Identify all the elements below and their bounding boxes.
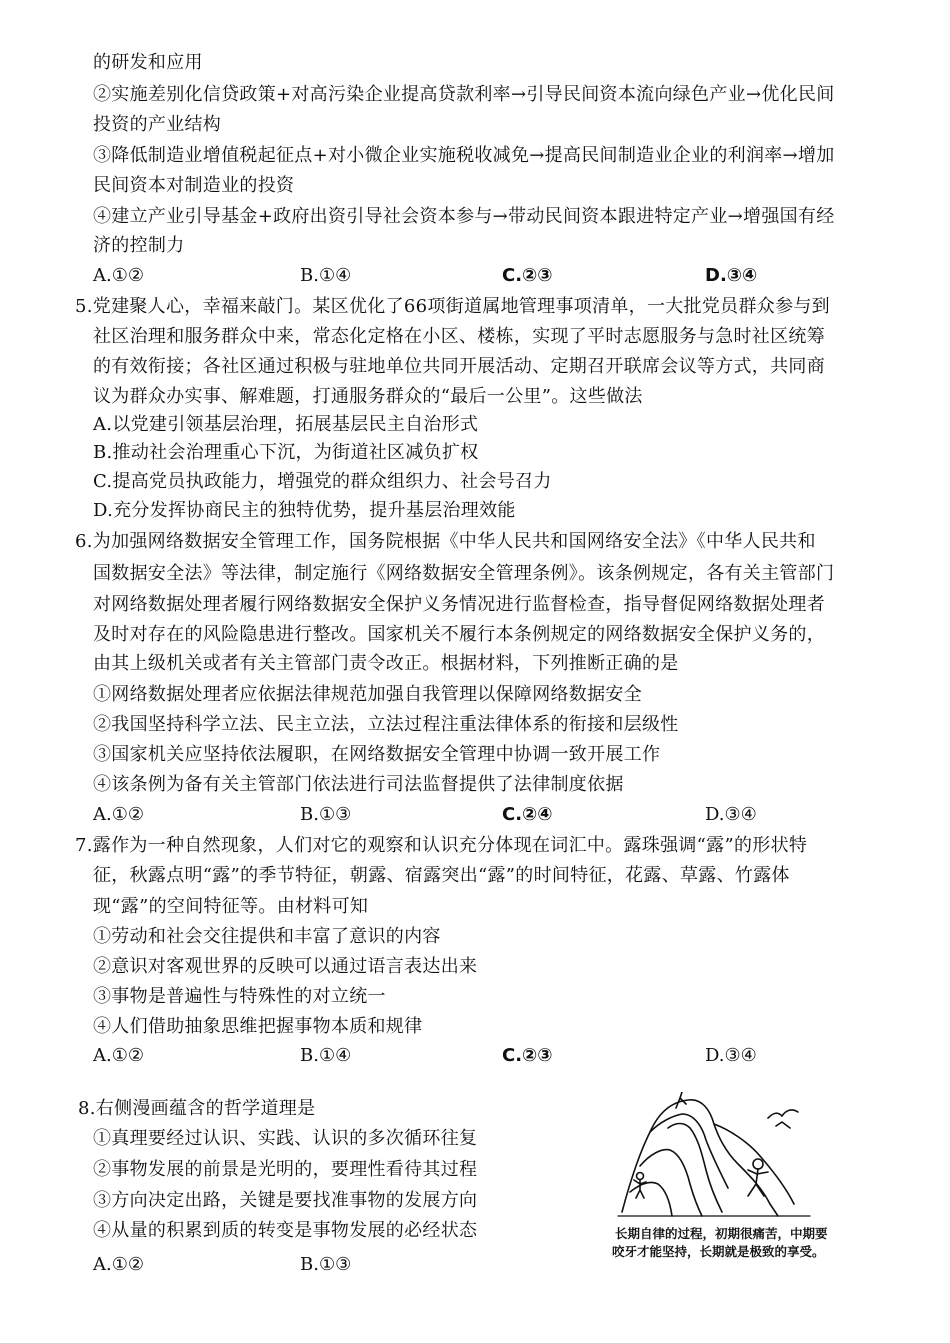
q7-statement: ③事物是普遍性与特殊性的对立统一 [93, 986, 386, 1007]
q6-stem: 对网络数据处理者履行网络数据安全保护义务情况进行监督检查，指导督促网络数据处理者 [93, 594, 825, 615]
q4-line: ④建立产业引导基金+政府出资引导社会资本参与→带动民间资本跟进特定产业→增强国有经 [93, 206, 835, 227]
q4-line: ③降低制造业增值税起征点+对小微企业实施税收减免→提高民间制造业企业的利润率→增加 [93, 145, 835, 166]
q6-stem: 及时对存在的风险隐患进行整改。国家机关不履行本条例规定的网络数据安全保护义务的， [93, 624, 825, 645]
q4-option-a: A.①② [93, 265, 144, 286]
q7-statement: ②意识对客观世界的反映可以通过语言表达出来 [93, 956, 478, 977]
q4-line: 投资的产业结构 [93, 114, 222, 135]
q5-stem: 5.党建聚人心，幸福来敲门。某区优化了66项街道属地管理事项清单，一大批党员群众参与到 [75, 296, 830, 317]
q7-option-c: C.②③ [502, 1045, 553, 1066]
q8-option-b: B.①③ [300, 1254, 352, 1275]
q4-line: 民间资本对制造业的投资 [93, 175, 295, 196]
q4-option-c: C.②③ [502, 265, 553, 286]
q4-line: 的研发和应用 [93, 52, 203, 73]
q4-option-d: D.③④ [705, 265, 758, 286]
q6-option-c: C.②④ [502, 804, 553, 825]
q8-option-a: A.①② [93, 1254, 144, 1275]
q5-option-d: D.充分发挥协商民主的独特优势，提升基层治理效能 [93, 500, 516, 521]
q5-stem: 社区治理和服务群众中来，常态化定格在小区、楼栋，实现了平时志愿服务与急时社区统筹 [93, 326, 825, 347]
q6-stem: 6.为加强网络数据安全管理工作，国务院根据《中华人民共和国网络安全法》《中华人民共和 [75, 531, 816, 552]
q8-stem: 8.右侧漫画蕴含的哲学道理是 [78, 1098, 316, 1119]
q8-statement: ①真理要经过认识、实践、认识的多次循环往复 [93, 1128, 478, 1149]
q7-option-d: D.③④ [705, 1045, 757, 1066]
q6-option-a: A.①② [93, 804, 144, 825]
q5-option-c: C.提高党员执政能力，增强党的群众组织力、社会号召力 [93, 471, 552, 492]
q6-statement: ③国家机关应坚持依法履职，在网络数据安全管理中协调一致开展工作 [93, 744, 661, 765]
q7-statement: ④人们借助抽象思维把握事物本质和规律 [93, 1016, 423, 1037]
q6-statement: ④该条例为备有关主管部门依法进行司法监督提供了法律制度依据 [93, 774, 624, 795]
q7-statement: ①劳动和社会交往提供和丰富了意识的内容 [93, 926, 441, 947]
q6-statement: ②我国坚持科学立法、民主立法，立法过程注重法律体系的衔接和层级性 [93, 714, 679, 735]
cartoon-caption-line: 咬牙才能坚持，长期就是极致的享受。 [612, 1244, 825, 1259]
q7-stem: 现“露”的空间特征等。由材料可知 [93, 896, 369, 917]
q4-option-b: B.①④ [300, 265, 352, 286]
q4-line: 济的控制力 [93, 235, 185, 256]
q6-option-b: B.①③ [300, 804, 352, 825]
q6-statement: ①网络数据处理者应依据法律规范加强自我管理以保障网络数据安全 [93, 684, 642, 705]
q8-statement: ②事物发展的前景是光明的，要理性看待其过程 [93, 1159, 478, 1180]
cartoon-caption-line: 长期自律的过程，初期很痛苦，中期要 [615, 1226, 828, 1241]
q5-option-b: B.推动社会治理重心下沉，为街道社区减负扩权 [93, 442, 479, 463]
q6-option-d: D.③④ [705, 804, 757, 825]
q4-line: ②实施差别化信贷政策+对高污染企业提高贷款利率→引导民间资本流向绿色产业→优化民间 [93, 84, 835, 105]
q7-stem: 7.露作为一种自然现象，人们对它的观察和认识充分体现在词汇中。露珠强调“露”的形状特 [75, 835, 808, 856]
q7-option-a: A.①② [93, 1045, 144, 1066]
q5-stem: 议为群众办实事、解难题，打通服务群众的“最后一公里”。这些做法 [93, 386, 643, 407]
q8-statement: ④从量的积累到质的转变是事物发展的必经状态 [93, 1220, 478, 1241]
q8-statement: ③方向决定出路，关键是要找准事物的发展方向 [93, 1190, 478, 1211]
q6-stem: 由其上级机关或者有关主管部门责令改正。根据材料，下列推断正确的是 [93, 653, 679, 674]
q5-option-a: A.以党建引领基层治理，拓展基层民主自治形式 [93, 414, 479, 435]
q7-option-b: B.①④ [300, 1045, 352, 1066]
q5-stem: 的有效衔接；各社区通过积极与驻地单位共同开展活动、定期召开联席会议等方式，共同商 [93, 356, 825, 377]
q7-stem: 征，秋露点明“露”的季节特征，朝露、宿露突出“露”的时间特征，花露、草露、竹露体 [93, 865, 790, 886]
q6-stem: 国数据安全法》等法律，制定施行《网络数据安全管理条例》。该条例规定，各有关主管部门 [93, 563, 835, 584]
